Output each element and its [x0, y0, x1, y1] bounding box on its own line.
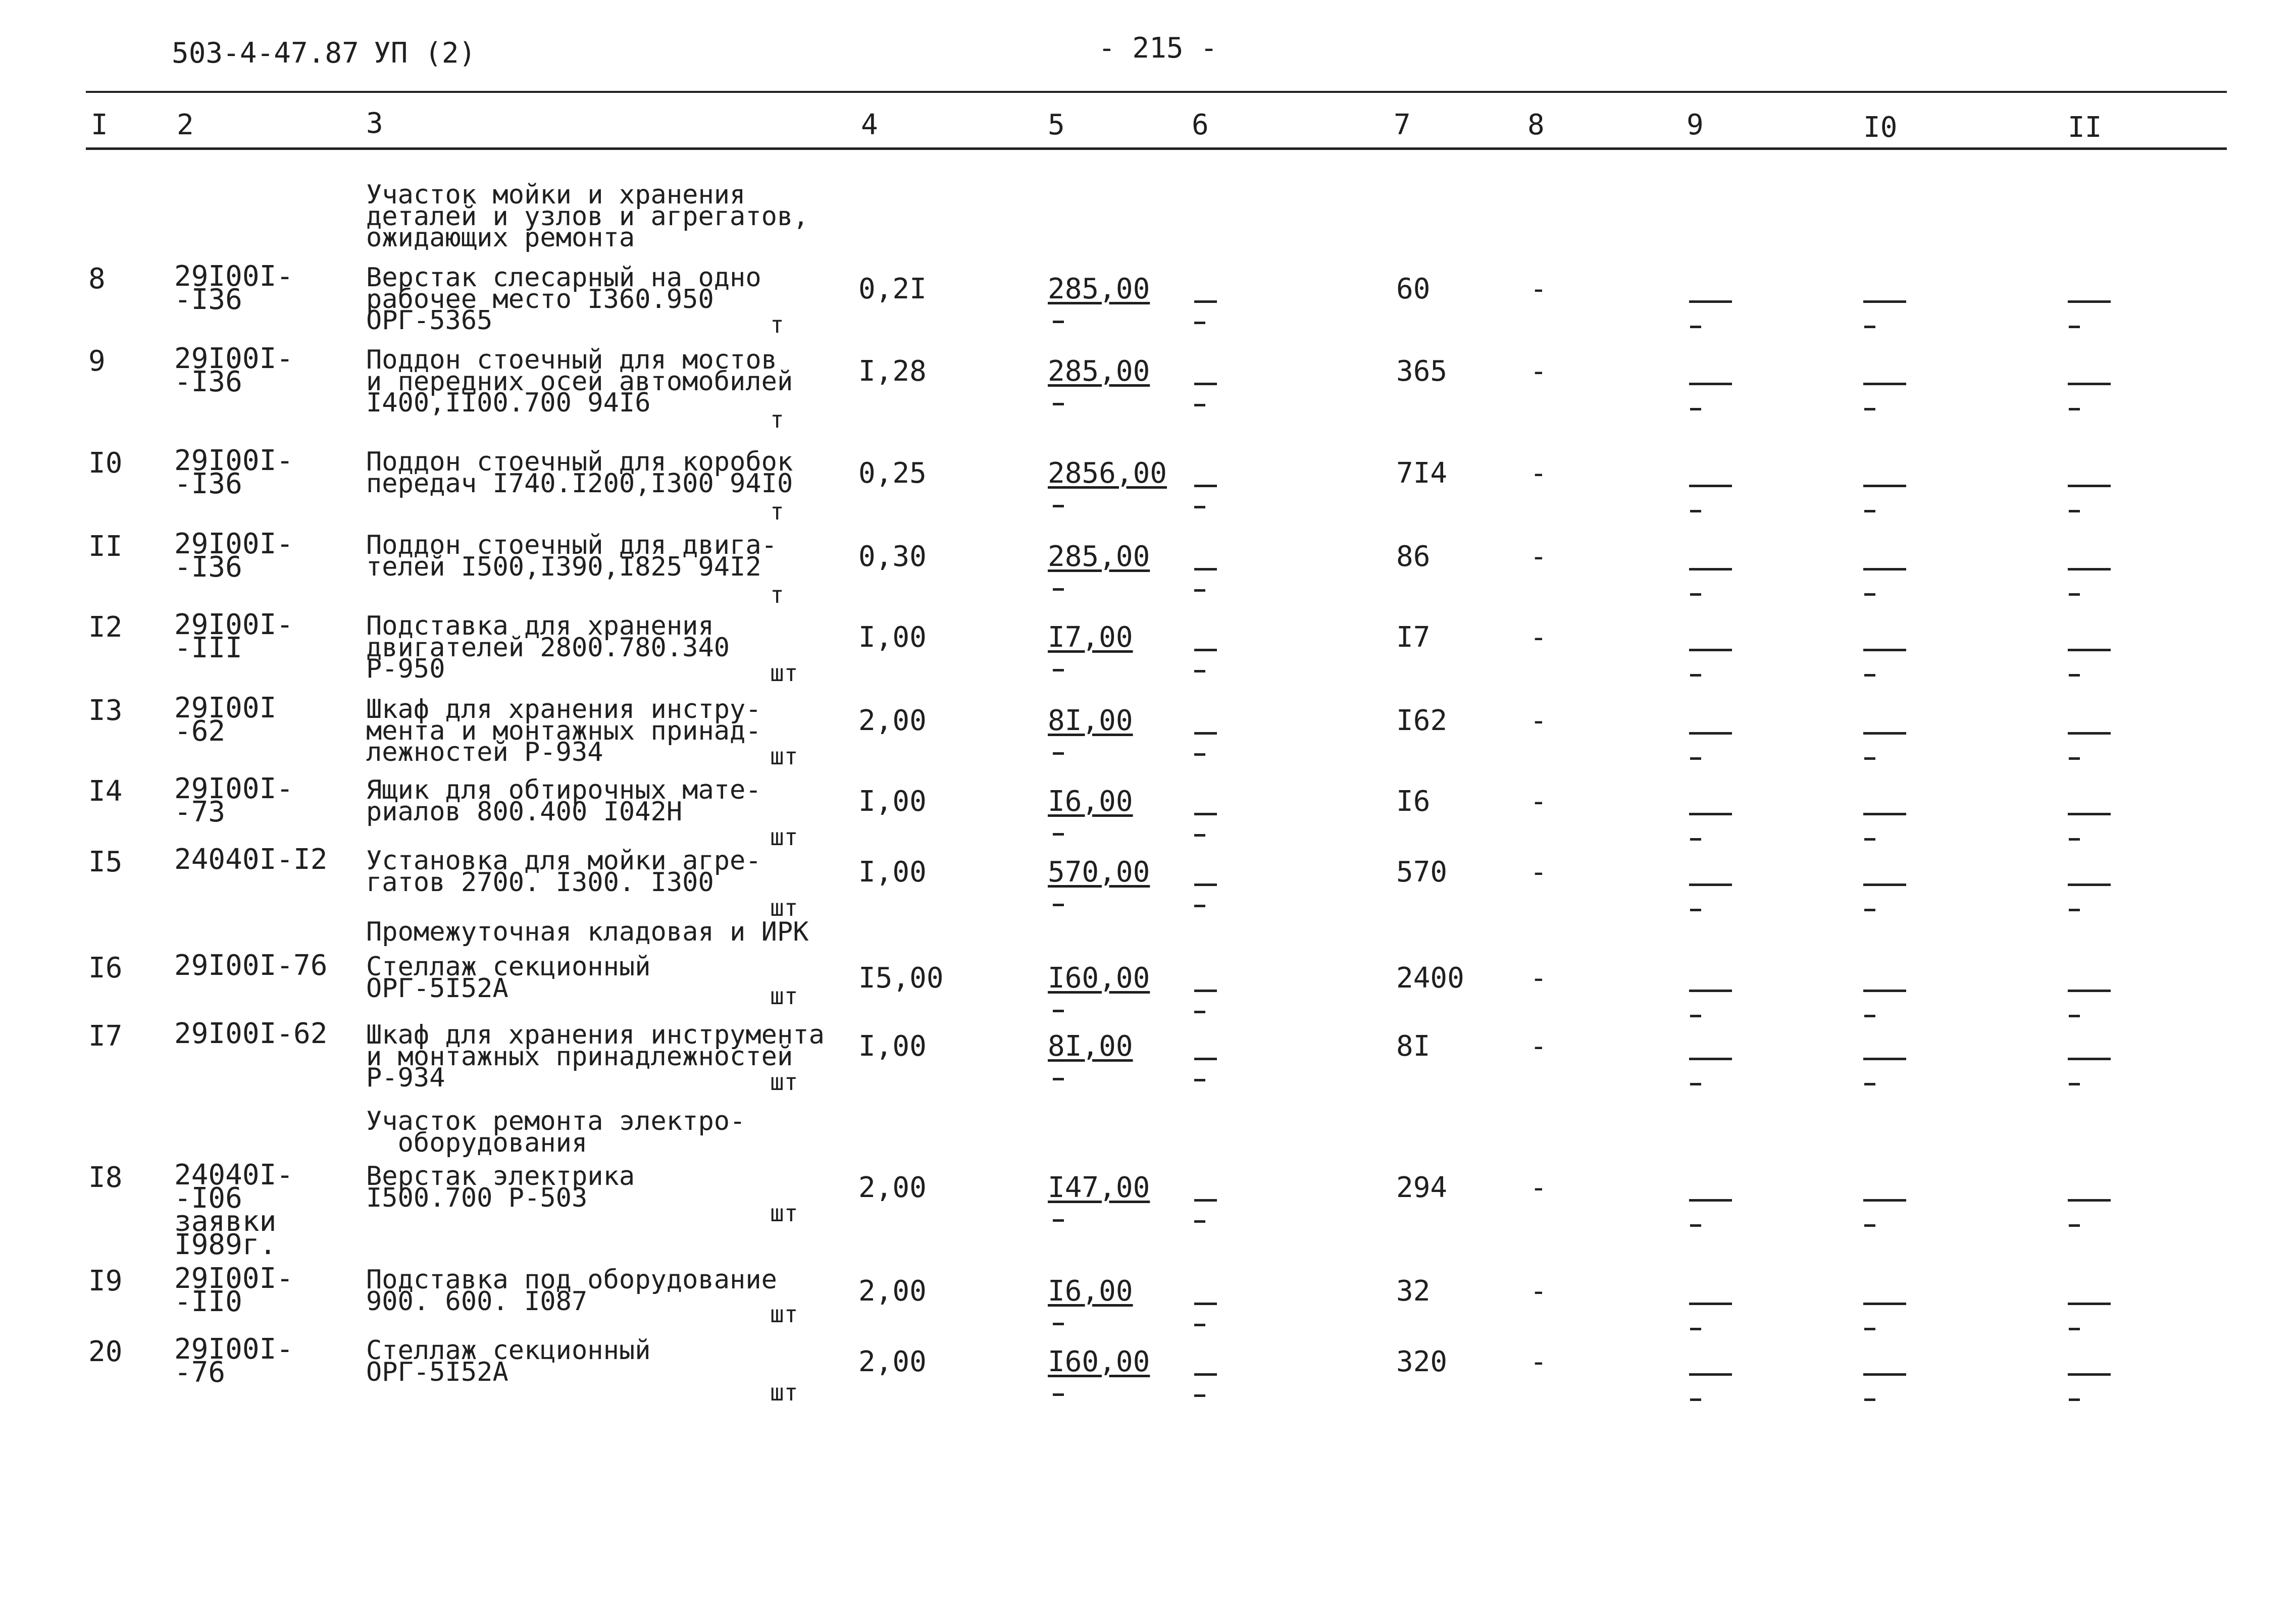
- column-11-dash: [2068, 1303, 2111, 1305]
- column-6-dash: [1194, 589, 1205, 592]
- item-name: Подставка под оборудование 900. 600. I087: [366, 1265, 777, 1317]
- column-header-11: II: [2068, 111, 2102, 144]
- item-name: Поддон стоечный для коробок передач I740.I200,I300 94I0: [366, 447, 793, 499]
- column-9-dash: [1689, 1058, 1732, 1060]
- column-9-dash: [1690, 593, 1701, 596]
- column-10-dash: [1864, 674, 1875, 677]
- price-dash: [1053, 669, 1064, 671]
- price-dash: [1053, 505, 1064, 507]
- column-11-dash: [2069, 1083, 2080, 1085]
- total-cost: 60: [1396, 273, 1431, 305]
- total-cost: 8I: [1396, 1030, 1431, 1063]
- column-8-value: -: [1530, 457, 1547, 490]
- column-8-value: -: [1530, 1171, 1547, 1204]
- item-code: 24040I- -I06 заявки I989г.: [174, 1159, 294, 1261]
- column-header-5: 5: [1048, 109, 1065, 141]
- quantity: I,00: [858, 621, 927, 654]
- unit-price: I6,00: [1048, 785, 1133, 818]
- quantity: 2,00: [858, 1275, 927, 1308]
- column-header-6: 6: [1192, 109, 1209, 141]
- row-number: I4: [88, 775, 123, 808]
- row-number: I9: [88, 1265, 123, 1297]
- unit-of-measure: шт: [770, 1301, 798, 1328]
- unit-of-measure: шт: [770, 1068, 798, 1096]
- quantity: 0,25: [858, 457, 927, 490]
- column-8-value: -: [1530, 785, 1547, 818]
- column-8-value: -: [1530, 1030, 1547, 1063]
- column-6-dash: [1194, 1199, 1217, 1202]
- column-10-dash: [1863, 1373, 1906, 1376]
- item-code: 29I00I- -I36: [174, 528, 294, 584]
- column-6-dash: [1194, 1220, 1205, 1223]
- column-11-dash: [2068, 649, 2111, 651]
- column-6-dash: [1194, 1058, 1217, 1060]
- total-cost: 570: [1396, 856, 1448, 889]
- row-number: 8: [88, 263, 106, 295]
- page-number: - 215 -: [1098, 32, 1218, 65]
- column-6-dash: [1194, 322, 1205, 324]
- column-9-dash: [1690, 909, 1701, 911]
- column-8-value: -: [1530, 355, 1547, 388]
- unit-price: 285,00: [1048, 355, 1150, 388]
- row-number: I5: [88, 846, 123, 878]
- header-top-rule: [86, 91, 2227, 93]
- column-header-10: I0: [1863, 111, 1898, 144]
- column-11-dash: [2069, 674, 2080, 677]
- column-9-dash: [1689, 1199, 1732, 1202]
- column-8-value: -: [1530, 856, 1547, 889]
- column-11-dash: [2068, 300, 2111, 303]
- column-10-dash: [1864, 1224, 1875, 1227]
- column-6-dash: [1194, 1011, 1205, 1013]
- column-9-dash: [1689, 813, 1732, 815]
- unit-price: I60,00: [1048, 1345, 1150, 1378]
- column-6-dash: [1194, 506, 1205, 508]
- column-6-dash: [1194, 568, 1217, 570]
- row-number: I8: [88, 1161, 123, 1194]
- item-code: 29I00I- -76: [174, 1333, 294, 1389]
- price-dash: [1053, 833, 1064, 836]
- column-11-dash: [2069, 909, 2080, 911]
- column-10-dash: [1864, 408, 1875, 410]
- column-8-value: -: [1530, 704, 1547, 737]
- column-6-dash: [1194, 1394, 1205, 1397]
- row-number: I7: [88, 1020, 123, 1053]
- column-8-value: -: [1530, 540, 1547, 573]
- column-header-3: 3: [366, 107, 383, 140]
- row-number: II: [88, 530, 123, 563]
- item-code: 29I00I- -I36: [174, 444, 294, 500]
- unit-of-measure: шт: [770, 823, 798, 851]
- column-10-dash: [1863, 1303, 1906, 1305]
- column-8-value: -: [1530, 621, 1547, 654]
- column-11-dash: [2068, 1199, 2111, 1202]
- unit-price: 8I,00: [1048, 1030, 1133, 1063]
- section-title: Участок мойки и хранения деталей и узлов и агрегатов, ожидающих ремонта: [366, 180, 809, 253]
- column-10-dash: [1863, 1199, 1906, 1202]
- total-cost: 86: [1396, 540, 1431, 573]
- column-8-value: -: [1530, 273, 1547, 305]
- column-6-dash: [1194, 1303, 1217, 1305]
- column-11-dash: [2069, 1224, 2080, 1227]
- column-10-dash: [1863, 1058, 1906, 1060]
- column-10-dash: [1864, 757, 1875, 760]
- item-name: Ящик для обтирочных мате- риалов 800.400 I042Н: [366, 775, 761, 827]
- column-9-dash: [1690, 326, 1701, 328]
- column-6-dash: [1194, 1373, 1217, 1376]
- row-number: I6: [88, 952, 123, 984]
- unit-of-measure: т: [770, 498, 784, 525]
- item-code: 24040I-I2: [174, 843, 328, 876]
- column-6-dash: [1194, 990, 1217, 992]
- item-name: Верстак слесарный на одно рабочее место I360.950 ОРГ-5365: [366, 263, 761, 336]
- column-6-dash: [1194, 732, 1217, 735]
- unit-of-measure: шт: [770, 982, 798, 1010]
- item-name: Поддон стоечный для двига- телей I500,I390,I825 94I2: [366, 530, 777, 582]
- column-10-dash: [1864, 1015, 1875, 1017]
- document-code: 503-4-47.87: [172, 37, 359, 70]
- column-10-dash: [1863, 383, 1906, 385]
- item-code: 29I00I- -I36: [174, 260, 294, 316]
- column-header-7: 7: [1394, 109, 1411, 141]
- column-9-dash: [1690, 1083, 1701, 1085]
- column-9-dash: [1689, 485, 1732, 487]
- quantity: I5,00: [858, 962, 944, 995]
- column-10-dash: [1863, 732, 1906, 735]
- item-code: 29I00I- -73: [174, 772, 294, 828]
- column-6-dash: [1194, 1324, 1205, 1326]
- column-11-dash: [2068, 568, 2111, 570]
- price-dash: [1053, 904, 1064, 906]
- column-10-dash: [1863, 884, 1906, 886]
- item-name: Подставка для хранения двигателей 2800.780.340 Р-950: [366, 611, 730, 685]
- quantity: 2,00: [858, 1171, 927, 1204]
- column-6-dash: [1194, 813, 1217, 815]
- quantity: 0,2I: [858, 273, 927, 305]
- column-11-dash: [2069, 838, 2080, 841]
- total-cost: 294: [1396, 1171, 1448, 1204]
- column-9-dash: [1690, 1015, 1701, 1017]
- unit-of-measure: т: [770, 581, 784, 608]
- item-code: 29I00I -62: [174, 692, 277, 748]
- column-11-dash: [2069, 326, 2080, 328]
- item-code: 29I00I- -III: [174, 608, 294, 664]
- column-10-dash: [1864, 510, 1875, 512]
- unit-price: I6,00: [1048, 1275, 1133, 1308]
- quantity: I,00: [858, 1030, 927, 1063]
- unit-price: 8I,00: [1048, 704, 1133, 737]
- item-name: Установка для мойки агре- гатов 2700. I300. I300: [366, 846, 761, 898]
- column-10-dash: [1863, 990, 1906, 992]
- column-11-dash: [2068, 1058, 2111, 1060]
- column-6-dash: [1194, 383, 1217, 385]
- row-number: I3: [88, 694, 123, 727]
- column-9-dash: [1689, 1303, 1732, 1305]
- item-name: Верстак электрика I500.700 Р-503: [366, 1161, 635, 1213]
- total-cost: I7: [1396, 621, 1431, 654]
- price-dash: [1053, 1393, 1064, 1396]
- column-11-dash: [2068, 383, 2111, 385]
- column-9-dash: [1689, 884, 1732, 886]
- column-8-value: -: [1530, 962, 1547, 995]
- column-6-dash: [1194, 834, 1205, 837]
- column-9-dash: [1689, 383, 1732, 385]
- section-title: Участок ремонта электро- оборудования: [366, 1106, 746, 1158]
- header-bottom-rule: [86, 147, 2227, 150]
- column-9-dash: [1689, 990, 1732, 992]
- column-header-4: 4: [861, 109, 878, 141]
- column-header-1: I: [91, 109, 108, 141]
- row-number: 20: [88, 1335, 123, 1368]
- total-cost: 7I4: [1396, 457, 1448, 490]
- column-11-dash: [2068, 1373, 2111, 1376]
- unit-of-measure: шт: [770, 1200, 798, 1227]
- item-name: Поддон стоечный для мостов и передних осей автомобилей I400,II00.700 94I6: [366, 345, 793, 419]
- unit-price: 285,00: [1048, 540, 1150, 573]
- column-11-dash: [2069, 757, 2080, 760]
- column-9-dash: [1690, 1224, 1701, 1227]
- price-dash: [1053, 403, 1064, 405]
- quantity: I,28: [858, 355, 927, 388]
- column-6-dash: [1194, 404, 1205, 406]
- column-6-dash: [1194, 670, 1205, 672]
- unit-price: I7,00: [1048, 621, 1133, 654]
- quantity: 0,30: [858, 540, 927, 573]
- column-10-dash: [1863, 485, 1906, 487]
- price-dash: [1053, 321, 1064, 323]
- price-dash: [1053, 752, 1064, 755]
- price-dash: [1053, 588, 1064, 591]
- item-code: 29I00I- -I36: [174, 342, 294, 398]
- column-11-dash: [2069, 1015, 2080, 1017]
- price-dash: [1053, 1078, 1064, 1080]
- column-10-dash: [1863, 568, 1906, 570]
- item-code: 29I00I-62: [174, 1017, 328, 1050]
- column-9-dash: [1690, 1398, 1701, 1401]
- total-cost: 2400: [1396, 962, 1464, 995]
- total-cost: I62: [1396, 704, 1448, 737]
- item-name: Стеллаж секционный ОРГ-5I52А: [366, 952, 651, 1004]
- column-9-dash: [1689, 300, 1732, 303]
- unit-price: I47,00: [1048, 1171, 1150, 1204]
- unit-price: 285,00: [1048, 273, 1150, 305]
- quantity: I,00: [858, 785, 927, 818]
- column-8-value: -: [1530, 1275, 1547, 1308]
- column-11-dash: [2068, 732, 2111, 735]
- column-10-dash: [1864, 593, 1875, 596]
- item-name: Стеллаж секционный ОРГ-5I52А: [366, 1335, 651, 1387]
- unit-price: 2856,00: [1048, 457, 1167, 490]
- column-8-value: -: [1530, 1345, 1547, 1378]
- price-dash: [1053, 1323, 1064, 1325]
- total-cost: 365: [1396, 355, 1448, 388]
- unit-of-measure: шт: [770, 743, 798, 770]
- column-9-dash: [1689, 732, 1732, 735]
- column-9-dash: [1689, 1373, 1732, 1376]
- item-name: Шкаф для хранения инструмента и монтажных принадлежностей Р-934: [366, 1020, 825, 1094]
- total-cost: 320: [1396, 1345, 1448, 1378]
- column-10-dash: [1864, 909, 1875, 911]
- column-header-9: 9: [1687, 109, 1704, 141]
- column-10-dash: [1864, 1328, 1875, 1330]
- unit-price: I60,00: [1048, 962, 1150, 995]
- unit-of-measure: шт: [770, 659, 798, 687]
- unit-price: 570,00: [1048, 856, 1150, 889]
- price-dash: [1053, 1219, 1064, 1222]
- column-11-dash: [2068, 485, 2111, 487]
- item-code: 29I00I-76: [174, 949, 328, 982]
- column-6-dash: [1194, 485, 1217, 487]
- column-10-dash: [1864, 1398, 1875, 1401]
- column-9-dash: [1689, 568, 1732, 570]
- column-11-dash: [2068, 884, 2111, 886]
- column-10-dash: [1864, 326, 1875, 328]
- quantity: 2,00: [858, 704, 927, 737]
- column-6-dash: [1194, 884, 1217, 886]
- column-9-dash: [1689, 649, 1732, 651]
- album-label: УП (2): [374, 37, 476, 70]
- column-6-dash: [1194, 300, 1217, 303]
- total-cost: 32: [1396, 1275, 1431, 1308]
- column-10-dash: [1864, 1083, 1875, 1085]
- column-10-dash: [1863, 300, 1906, 303]
- unit-of-measure: шт: [770, 894, 798, 921]
- column-11-dash: [2069, 408, 2080, 410]
- column-9-dash: [1690, 757, 1701, 760]
- item-name: Шкаф для хранения инстру- мента и монтажных принад- лежностей Р-934: [366, 694, 761, 768]
- column-11-dash: [2069, 1328, 2080, 1330]
- column-11-dash: [2068, 990, 2111, 992]
- column-6-dash: [1194, 753, 1205, 756]
- unit-of-measure: т: [770, 311, 784, 338]
- column-header-8: 8: [1527, 109, 1545, 141]
- column-6-dash: [1194, 649, 1217, 651]
- column-6-dash: [1194, 905, 1205, 907]
- unit-of-measure: т: [770, 406, 784, 433]
- total-cost: I6: [1396, 785, 1431, 818]
- column-11-dash: [2069, 593, 2080, 596]
- column-9-dash: [1690, 838, 1701, 841]
- column-10-dash: [1864, 838, 1875, 841]
- item-code: 29I00I- -II0: [174, 1262, 294, 1318]
- column-9-dash: [1690, 510, 1701, 512]
- column-11-dash: [2068, 813, 2111, 815]
- section-title: Промежуточная кладовая и ИРК: [366, 917, 809, 947]
- price-dash: [1053, 1010, 1064, 1012]
- row-number: 9: [88, 345, 106, 378]
- column-9-dash: [1690, 408, 1701, 410]
- column-9-dash: [1690, 674, 1701, 677]
- column-10-dash: [1863, 649, 1906, 651]
- unit-of-measure: шт: [770, 1379, 798, 1406]
- row-number: I2: [88, 611, 123, 644]
- column-10-dash: [1863, 813, 1906, 815]
- row-number: I0: [88, 447, 123, 480]
- column-11-dash: [2069, 1398, 2080, 1401]
- column-9-dash: [1690, 1328, 1701, 1330]
- quantity: I,00: [858, 856, 927, 889]
- quantity: 2,00: [858, 1345, 927, 1378]
- column-6-dash: [1194, 1079, 1205, 1081]
- column-11-dash: [2069, 510, 2080, 512]
- column-header-2: 2: [177, 109, 194, 141]
